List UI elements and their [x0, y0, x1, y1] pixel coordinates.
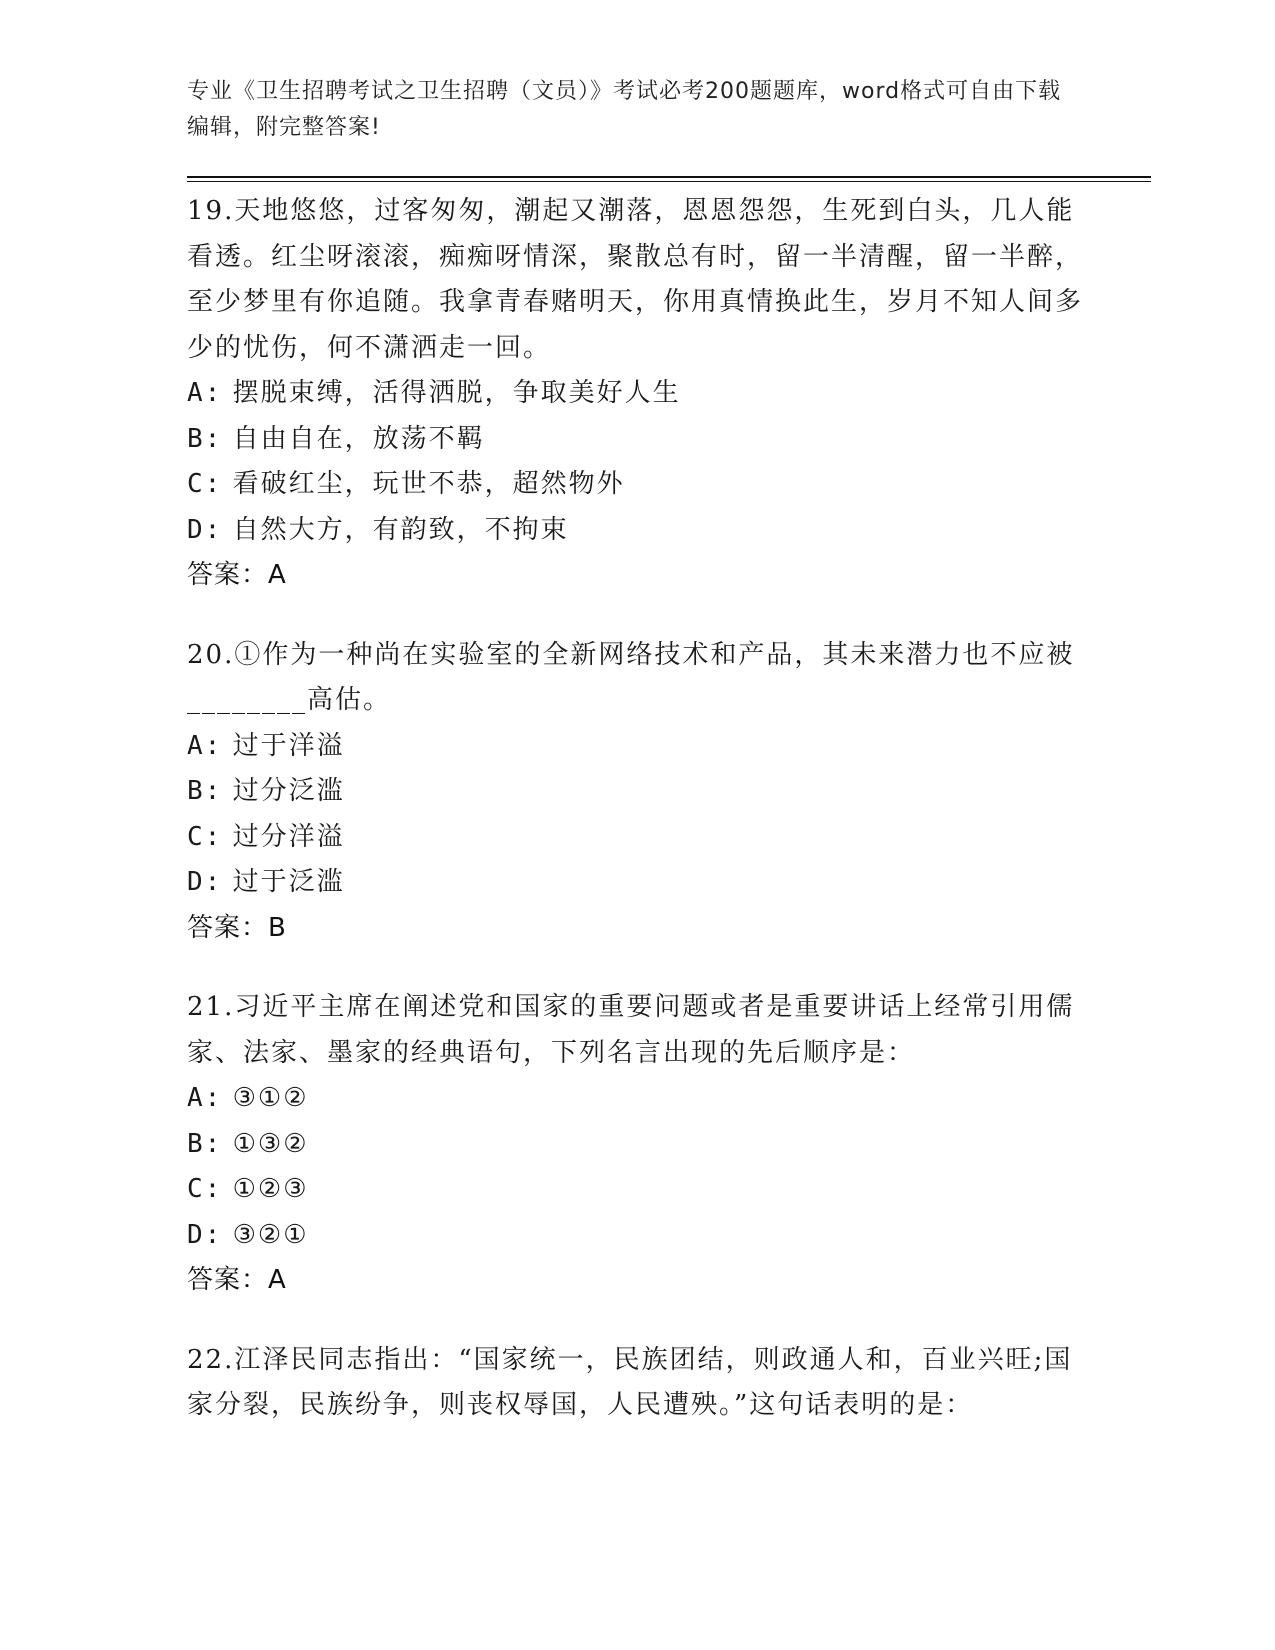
- option-letter: D:: [187, 1219, 223, 1250]
- option-text: 摆脱束缚，活得洒脱，争取美好人生: [232, 378, 681, 408]
- option-letter: A:: [187, 378, 223, 408]
- option-letter: D:: [187, 867, 223, 897]
- option-text: ①②③: [232, 1174, 309, 1204]
- question-stem: 19.天地悠悠，过客匆匆，潮起又潮落，恩恩怨怨，生死到白头，几人能看透。红尘呀滚滚，痴痴呀情深，聚散总有时，留一半清醒，留一半醉，至少梦里有你追随。我拿青春赌明天，你用真情换此生，岁月不知人间多少的忧伤，何不潇洒走一回。: [187, 196, 1084, 363]
- answer-line: 答案：A: [187, 1265, 287, 1295]
- option-c: [187, 815, 1087, 861]
- option-text: 过于洋溢: [232, 730, 345, 761]
- question-19: [187, 189, 1087, 599]
- option-letter: C:: [187, 821, 223, 852]
- question-stem: 20.①作为一种尚在实验室的全新网络技术和产品，其未来潜力也不应被________高估。: [187, 639, 1075, 715]
- answer-line: 答案：A: [187, 560, 287, 590]
- answer-line: 答案：B: [187, 912, 287, 943]
- option-text: 自然大方，有韵致，不拘束: [232, 514, 569, 545]
- question-21: [187, 985, 1087, 1304]
- option-d: [187, 860, 1087, 906]
- option-text: 看破红尘，玩世不恭，超然物外: [232, 469, 625, 499]
- question-stem: 21.习近平主席在阐述党和国家的重要问题或者是重要讲话上经常引用儒家、法家、墨家的经典语句，下列名言出现的先后顺序是：: [187, 992, 1075, 1068]
- option-c: [187, 462, 1087, 508]
- option-letter: C:: [187, 469, 223, 499]
- option-b: [187, 769, 1087, 815]
- option-letter: B:: [187, 423, 223, 454]
- option-a: [187, 371, 1087, 417]
- option-letter: C:: [187, 1174, 223, 1204]
- option-text: 过分泛滥: [232, 776, 345, 806]
- option-letter: B:: [187, 1128, 223, 1159]
- option-d: [187, 508, 1087, 554]
- question-stem: 22.江泽民同志指出：“国家统一，民族团结，则政通人和，百业兴旺;国家分裂，民族纷争，则丧权辱国，人民遭殃。”这句话表明的是：: [187, 1344, 1073, 1420]
- option-b: [187, 1122, 1087, 1168]
- option-text: 过于泛滥: [232, 867, 345, 897]
- question-list: [187, 189, 1087, 1463]
- option-text: ①③②: [232, 1128, 309, 1159]
- option-a: [187, 724, 1087, 770]
- document-header: 专业《卫生招聘考试之卫生招聘（文员）》考试必考200题题库，word格式可自由下载编辑，附完整答案!: [187, 79, 1062, 140]
- option-text: ③①②: [232, 1083, 309, 1113]
- option-b: [187, 417, 1087, 463]
- header-divider-thick: [187, 176, 1151, 178]
- option-text: 过分洋溢: [232, 821, 345, 852]
- option-letter: D:: [187, 514, 223, 545]
- option-d: [187, 1213, 1087, 1259]
- option-letter: A:: [187, 730, 223, 761]
- header-divider-thin: [187, 181, 1151, 182]
- option-a: [187, 1076, 1087, 1122]
- option-letter: B:: [187, 776, 223, 806]
- option-letter: A:: [187, 1083, 223, 1113]
- option-c: [187, 1167, 1087, 1213]
- option-text: ③②①: [232, 1219, 309, 1250]
- question-22: [187, 1338, 1087, 1429]
- question-20: [187, 633, 1087, 952]
- option-text: 自由自在，放荡不羁: [232, 423, 485, 454]
